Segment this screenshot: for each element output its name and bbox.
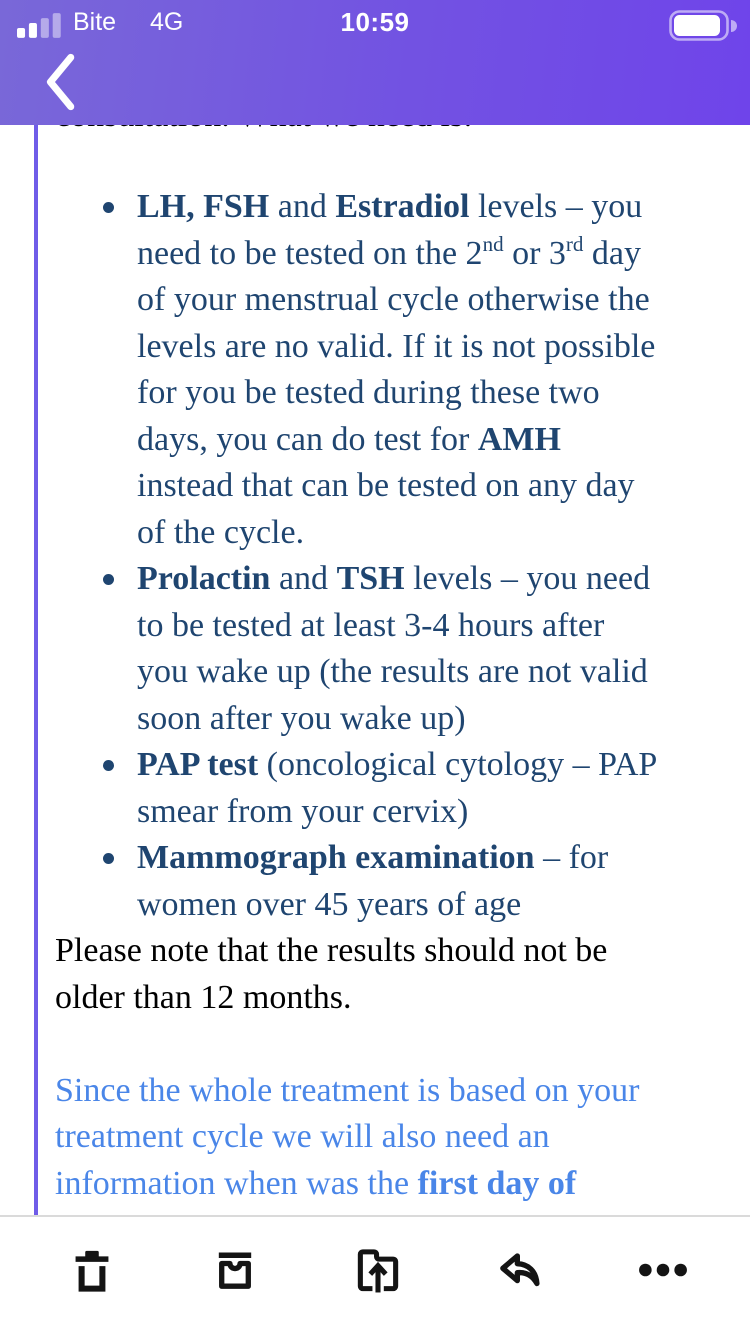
text-line: older than 12 months. <box>55 978 352 1016</box>
text-line: you wake up (the results are not valid <box>137 653 648 690</box>
ellipsis-icon <box>634 1241 692 1299</box>
bullet-dot <box>103 760 114 771</box>
text-line: Since the whole treatment is based on your <box>55 1071 640 1109</box>
trash-icon <box>63 1241 121 1299</box>
text-line: information when was the first day of <box>55 1164 577 1202</box>
text-line: Please note that the results should not be <box>55 932 608 969</box>
text-line: Mammograph examination – for <box>137 839 609 876</box>
paragraph-spacer <box>55 1021 720 1068</box>
more-button[interactable] <box>626 1237 700 1303</box>
bullet-dot <box>103 202 114 213</box>
text-line: need to be tested on the 2nd or 3rd day <box>137 231 641 272</box>
text-line: soon after you wake up) <box>137 699 466 737</box>
text-line: women over 45 years of age <box>137 885 522 923</box>
bullet-dot <box>103 853 114 864</box>
text-line: of your menstrual cycle otherwise the <box>137 281 650 318</box>
bullet-item <box>55 184 720 556</box>
paragraph <box>55 1068 720 1208</box>
text-line: for you be tested during these two <box>137 374 600 411</box>
network-label: 4G <box>150 8 184 36</box>
text-line: instead that can be tested on any day <box>137 467 635 504</box>
text-line: days, you can do test for AMH <box>137 420 561 458</box>
document-body <box>55 184 720 1207</box>
folder-up-arrow-icon <box>349 1241 407 1299</box>
move-to-button[interactable] <box>341 1237 415 1303</box>
text-line: LH, FSH and Estradiol levels – you <box>137 188 643 225</box>
text-line: smear from your cervix) <box>137 792 469 830</box>
text-line: levels are no valid. If it is not possible <box>137 327 656 365</box>
delete-button[interactable] <box>55 1237 129 1303</box>
bullet-item <box>55 556 720 742</box>
reply-arrow-icon <box>491 1241 549 1299</box>
chevron-left-icon <box>39 52 79 112</box>
text-line: of the cycle. <box>137 513 305 551</box>
archive-button[interactable] <box>198 1237 272 1303</box>
quote-bar <box>34 125 38 1215</box>
toolbar <box>0 1215 750 1334</box>
header <box>0 0 750 125</box>
text-line: to be tested at least 3-4 hours after <box>137 606 605 644</box>
text-line: treatment cycle we will also need an <box>55 1118 550 1155</box>
clock: 10:59 <box>340 7 410 37</box>
text-line: Prolactin and TSH levels – you need <box>137 560 651 597</box>
status-bar <box>0 0 750 44</box>
back-button[interactable] <box>36 52 82 114</box>
bullet-dot <box>103 574 114 585</box>
paragraph <box>55 928 720 1021</box>
battery-icon <box>669 10 737 42</box>
reply-button[interactable] <box>483 1237 557 1303</box>
text-line: PAP test (oncological cytology – PAP <box>137 746 658 783</box>
bullet-item <box>55 742 720 835</box>
carrier-label: Bite <box>73 8 117 36</box>
archive-icon <box>206 1241 264 1299</box>
bullet-item <box>55 835 720 928</box>
